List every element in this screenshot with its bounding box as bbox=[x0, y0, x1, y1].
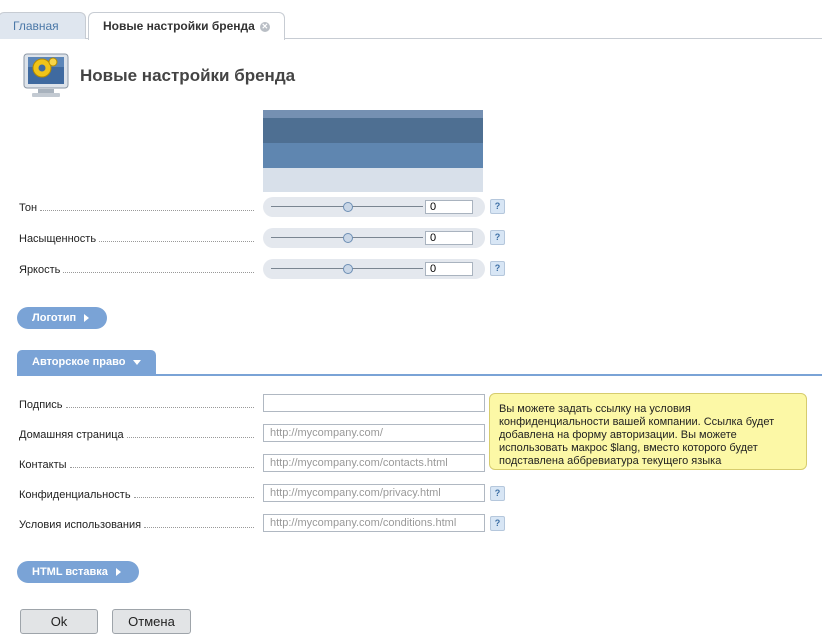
logo-section-toggle[interactable] bbox=[17, 307, 107, 329]
brightness-slider-handle[interactable] bbox=[343, 264, 353, 274]
copyright-section-toggle[interactable] bbox=[17, 350, 156, 375]
privacy-input[interactable] bbox=[263, 484, 485, 502]
privacy-help-icon[interactable]: ? bbox=[490, 486, 505, 501]
chevron-right-icon bbox=[116, 568, 121, 576]
tab-new-brand-settings[interactable] bbox=[88, 12, 285, 40]
terms-help-icon[interactable]: ? bbox=[490, 516, 505, 531]
contacts-input[interactable] bbox=[263, 454, 485, 472]
field-label-privacy: Конфиденциальность bbox=[19, 487, 254, 501]
preview-band-4 bbox=[263, 168, 483, 192]
color-preview bbox=[263, 110, 483, 192]
cancel-button[interactable]: Отмена bbox=[112, 609, 191, 634]
html-section-toggle[interactable] bbox=[17, 561, 139, 583]
tab-new-brand-settings-label: Новые настройки бренда bbox=[103, 19, 255, 33]
saturation-value-input[interactable] bbox=[425, 231, 473, 245]
saturation-slider-handle[interactable] bbox=[343, 233, 353, 243]
homepage-input[interactable] bbox=[263, 424, 485, 442]
brightness-slider[interactable] bbox=[263, 259, 485, 279]
brightness-help-icon[interactable]: ? bbox=[490, 261, 505, 276]
terms-input[interactable] bbox=[263, 514, 485, 532]
field-label-contacts: Контакты bbox=[19, 457, 254, 471]
slider-label-tone: Тон bbox=[19, 200, 254, 214]
tab-main-label: Главная bbox=[13, 19, 59, 33]
signature-input[interactable] bbox=[263, 394, 485, 412]
preview-band-3 bbox=[263, 143, 483, 168]
ok-button[interactable]: Ok bbox=[20, 609, 98, 634]
preview-band-1 bbox=[263, 110, 483, 118]
brightness-value-input[interactable] bbox=[425, 262, 473, 276]
logo-section-label: Логотип bbox=[32, 312, 77, 324]
preview-band-2 bbox=[263, 118, 483, 143]
slider-label-saturation: Насыщенность bbox=[19, 231, 254, 245]
html-section-label: HTML вставка bbox=[32, 566, 108, 578]
tab-bar bbox=[0, 0, 822, 39]
tone-slider-handle[interactable] bbox=[343, 202, 353, 212]
copyright-section-label: Авторское право bbox=[32, 356, 126, 368]
chevron-right-icon bbox=[84, 314, 89, 322]
saturation-help-icon[interactable]: ? bbox=[490, 230, 505, 245]
tab-main[interactable] bbox=[0, 12, 86, 39]
slider-label-brightness: Яркость bbox=[19, 262, 254, 276]
section-divider bbox=[17, 374, 822, 376]
chevron-down-icon bbox=[133, 360, 141, 365]
tone-value-input[interactable] bbox=[425, 200, 473, 214]
tone-help-icon[interactable]: ? bbox=[490, 199, 505, 214]
field-label-terms: Условия использования bbox=[19, 517, 254, 531]
privacy-tooltip: Вы можете задать ссылку на условия конфиденциальности вашей компании. Ссылка будет добавлена на форму авторизации. Вы можете использовать макрос $lang, вместо которого будет подставлена аббревиатура текущего языка bbox=[489, 393, 807, 470]
field-label-signature: Подпись bbox=[19, 397, 254, 411]
tone-slider[interactable] bbox=[263, 197, 485, 217]
saturation-slider[interactable] bbox=[263, 228, 485, 248]
monitor-gear-icon bbox=[22, 52, 72, 100]
close-icon[interactable]: ✕ bbox=[261, 21, 269, 31]
page-title: Новые настройки бренда bbox=[80, 66, 296, 85]
field-label-homepage: Домашняя страница bbox=[19, 427, 254, 441]
